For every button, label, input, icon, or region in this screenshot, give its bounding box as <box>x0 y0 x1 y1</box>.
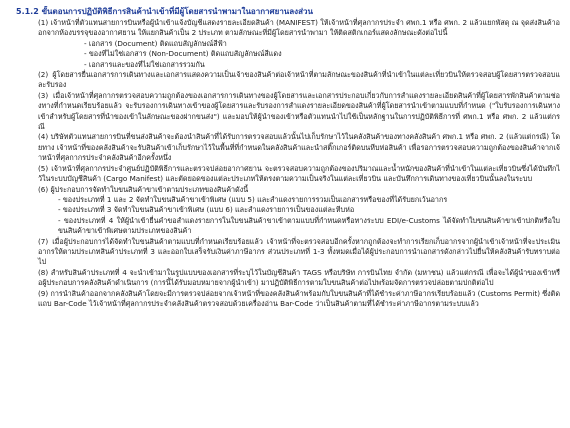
bullet-item-non-document: - ของที่ไม่ใช่เอกสาร (Non-Document) ติดแถบสัญลักษณ์สีแดง <box>84 49 560 59</box>
paragraph-6-item-c: - ของประเภทที่ 4 ให้ผู้นำเข้ายื่นคำขอสำแดงรายการในใบขนสินค้าขาเข้าตามแบบที่กำหนดหรือทางระบบ EDI/e-Customs ได้จัดทำใบขนสินค้าขาเข้าปกติหรือใบขนสินค้าขาเข้าพิเศษตามประเภทของสินค้า <box>58 215 560 236</box>
bullet-item-mixed: - เอกสารและของที่ไม่ใช่เอกสารรวมกัน <box>84 60 560 70</box>
paragraph-1: (1) เจ้าหน้าที่ตัวแทนสายการบินหรือผู้นำเข้าแจ้งบัญชีแสดงรายละเอียดสินค้า (MANIFEST) ให้เจ้าหน้าที่ศุลกากรประจำ ศพก.1 หรือ ศพก. 2 แล้วแยกพัสดุ ณ จุดส่งสินค้าออกจากห้องบรรจุของอากาศยาน ให้แยกสินค้าเป็น 2 ประเภท ตามลักษณะที่มีผู้โดยสารนำพามา ให้ติดสติกเกอร์แสดงลักษณะดังต่อไปนี้ <box>38 18 560 38</box>
paragraph-6-item-b: - ของประเภทที่ 3 จัดทำใบขนสินค้าขาเข้าพิเศษ (แบบ 6) และสำแดงรายการเป็นของแต่ละหีบห่อ <box>58 205 355 215</box>
paragraph-6: (6) ผู้ประกอบการจัดทำใบขนสินค้าขาเข้าตามประเภทของสินค้าดังนี้ <box>38 184 249 194</box>
label-bullet-list <box>38 39 560 70</box>
paragraph-6-item-a: - ของประเภทที่ 1 และ 2 จัดทำใบขนสินค้าขาเข้าพิเศษ (แบบ 5) และสำแดงรายการรวมเป็นเอกสารหรือของที่ได้รับยกเว้นอากร <box>58 194 448 204</box>
paragraph-8: (8) สำหรับสินค้าประเภทที่ 4 จะนำเข้ามาในรูปแบบของเอกสารที่ระบุไว้ในบัญชีสินค้า TAGS หรือบริษัท การบินไทย จำกัด (มหาชน) แล้วแต่กรณี เพื่อจะได้ผู้นำของเข้าหรือผู้ประกอบการคลังสินค้าดำเนินการ (การนี้ได้รับมอบหมายจากผู้นำเข้า) มาปฏิบัติพิธีการตามใบขนสินค้าต่อไปพร้อมจัดการตรวจปล่อยตามปกติต่อไป <box>38 267 560 288</box>
paragraph-7: (7) เมื่อผู้ประกอบการได้จัดทำใบขนสินค้าตามแบบที่กำหนดเรียบร้อยแล้ว เจ้าหน้าที่จะตรวจสอบอีกครั้งหากถูกต้องจะทำการเรียกเก็บอากรจากผู้นำเข้าเจ้าหน้าที่จะประเมินอากรให้ตามประเภทสินค้าประเภทที่ 3 และออกใบเสร็จรับเงินค่าภาษีอากร ส่วนประเภทที่ 1-3 ทั้งหมดเมื่อได้ผู้ประกอบการนำเอกสารดังกล่าวไปยื่นให้คลังสินค้ารับทราบต่อไป <box>38 236 560 267</box>
paragraph-4: (4) บริษัทตัวแทนสายการบินที่ขนส่งสินค้าจะต้องนำสินค้าที่ได้รับการตรวจสอบแล้วนั้นไปเก็บรักษาไว้ในคลังสินค้าของทางคลังสินค้า ศพก.1 หรือ ศพก. 2 (แล้วแต่กรณี) โดยทาง เจ้าหน้าที่ของคลังสินค้าจะรับสินค้าเข้าเก็บรักษาไว้ในพื้นที่ที่กำหนดในคลังสินค้าและนำสติ๊กเกอร์ติดบนหีบห่อสินค้า เพื่อรอการตรวจสอบความถูกต้องของสินค้าจากเจ้าหน้าที่ศุลกากรประจำคลังสินค้าอีกครั้งหนึ่ง <box>38 132 560 163</box>
paragraph-3: (3) เมื่อเจ้าหน้าที่ศุลกากรตรวจสอบความถูกต้องของเอกสารการเดินทางของผู้โดยสารและเอกสารประกอบเกี่ยวกับการสำแดงรายละเอียดสินค้าที่ผู้โดยสารพักสินค้าตามช่องทางที่กำหนดเรียบร้อยแล้ว จะรับรองการเดินทางเข้าของผู้โดยสารและรับรองการสำแดงรายละเอียดของสินค้าที่ผู้โดยสารนำเข้าตามแบบที่กำหนด ("ใบรับรองการเดินทางเข้าสำหรับผู้โดยสารที่นำของเข้าในลักษณะของฝากขนส่ง") และมอบให้ผู้นำของเข้าหรือตัวแทนนำไปใช้เป็นหลักฐานในการปฏิบัติพิธีการที่ ศพก.1 หรือ ศพก. 2 แล้วแต่กรณี <box>38 90 560 132</box>
bullet-item-document: - เอกสาร (Document) ติดแถบสัญลักษณ์สีฟ้า <box>84 39 560 49</box>
paragraph-5: (5) เจ้าหน้าที่ศุลกากรประจำศูนย์ปฏิบัติพิธีการและตรวจปล่อยอากาศยาน จะตรวจสอบความถูกต้องของปริมาณและน้ำหนักของสินค้าที่นำเข้าในแต่ละเที่ยวบินซึ่งได้บันทึกไว้ในระบบบัญชีสินค้า (Cargo Manifest) และตัดยอดของแต่ละประเภทให้ตรงตามความเป็นจริงในแต่ละเที่ยวบิน และบันทึกการเดินทางของเที่ยวบินนั้นลงในระบบ <box>38 163 560 184</box>
paragraph-9: (9) การนำสินค้าออกจากคลังสินค้าโดยจะมีการตรวจปล่อยจากเจ้าหน้าที่ของคลังสินค้าพร้อมกับใบขนสินค้าที่ได้ชำระค่าภาษีอากรเรียบร้อยแล้ว (Customs Permit) ซึ่งติดแถบ Bar-Code ไว้เจ้าหน้าที่ศุลกากรประจำคลังสินค้าตรวจสอบด้วยเครื่องอ่าน Bar-Code ว่าเป็นสินค้าตามที่ได้ชำระค่าภาษีอากรตามระบบแล้ว <box>38 288 561 308</box>
section-title: 5.1.2 ขั้นตอนการปฏิบัติพิธีการสินค้านำเข้าที่มีผู้โดยสารนำพามาในอากาศยานลงส่วน <box>16 7 313 16</box>
paragraph-2: (2) ผู้โดยสารยื่นเอกสารการเดินทางและเอกสารแสดงความเป็นเจ้าของสินค้าต่อเจ้าหน้าที่ตามลักษณะของสินค้าที่นำเข้าในแต่ละเที่ยวบินให้ตรวจสอบผู้โดยสารตรวจสอบและรับรอง <box>38 70 560 90</box>
